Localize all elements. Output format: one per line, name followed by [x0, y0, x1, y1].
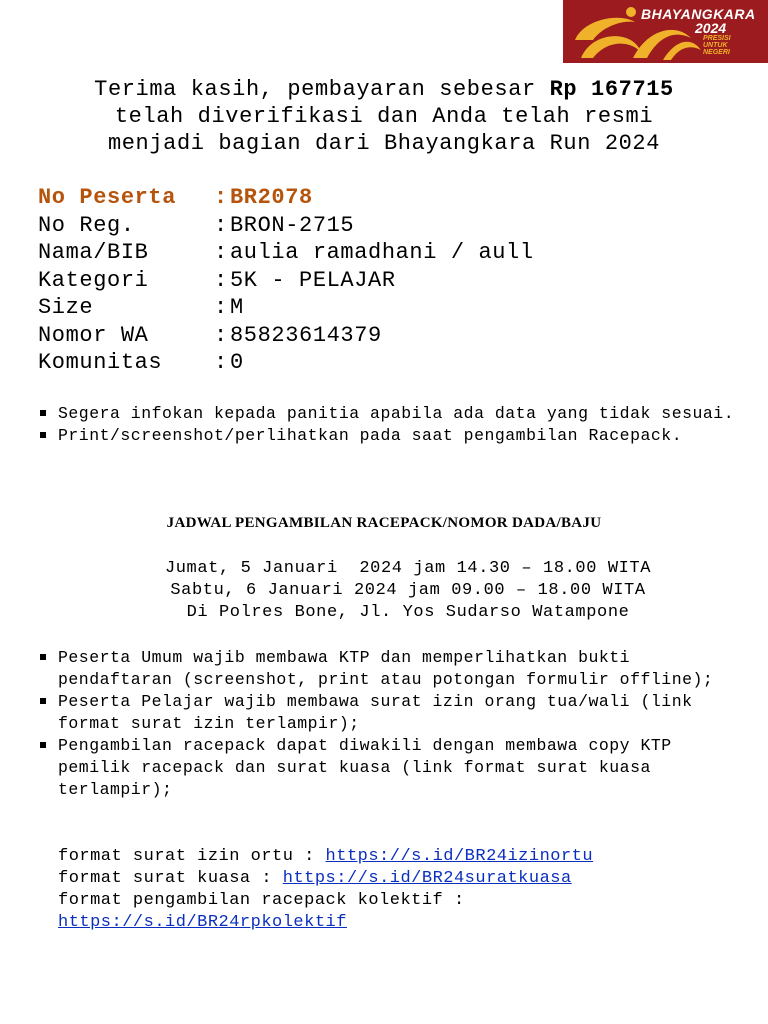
intro-line-2: telah diverifikasi dan Anda telah resmi — [114, 104, 654, 129]
bhayangkara-run-logo — [563, 0, 768, 63]
info-separator: : — [214, 267, 228, 293]
info-separator: : — [214, 295, 228, 320]
izin-ortu-link[interactable]: https://s.id/BR24izinortu — [325, 847, 594, 866]
info-row-nomor-wa — [38, 322, 534, 350]
info-label: No Reg. — [38, 212, 135, 238]
logo-tagline-1: PRESISI — [703, 35, 731, 42]
logo-title: BHAYANGKARA — [641, 6, 756, 22]
info-value: 5K - PELAJAR — [230, 267, 396, 293]
logo-tagline-3: NEGERI — [703, 49, 730, 56]
info-row-nama-bib — [38, 239, 534, 267]
list-item: Segera infokan kepada panitia apabila ada data yang tidak sesuai. — [38, 403, 738, 425]
payment-amount: Rp 167715 — [549, 77, 674, 102]
logo-tagline-2: UNTUK — [703, 42, 728, 49]
list-item: Peserta Umum wajib membawa KTP dan memperlihatkan bukti pendaftaran (screenshot, print atau potongan formulir offline); — [38, 647, 738, 691]
list-item: Peserta Pelajar wajib membawa surat izin orang tua/wali (link format surat izin terlampir); — [38, 691, 738, 735]
info-separator: : — [214, 350, 228, 375]
schedule-location: Di Polres Bone, Jl. Yos Sudarso Watampone — [186, 603, 630, 622]
surat-kuasa-link[interactable]: https://s.id/BR24suratkuasa — [282, 869, 572, 888]
intro-text: Terima kasih, pembayaran sebesar — [94, 77, 550, 102]
requirements-list — [38, 647, 738, 801]
intro-line-3: menjadi bagian dari Bhayangkara Run 2024 — [107, 131, 661, 156]
schedule-details — [0, 558, 768, 624]
info-label: Nomor WA — [38, 322, 149, 348]
info-separator: : — [214, 212, 228, 238]
surat-kuasa-label: format surat kuasa : — [58, 869, 283, 888]
info-label: Nama/BIB — [38, 240, 149, 265]
info-label: Kategori — [38, 267, 149, 293]
info-value: BR2078 — [230, 185, 313, 210]
info-row-no-reg — [38, 212, 534, 240]
info-value: 85823614379 — [230, 322, 382, 348]
info-separator: : — [214, 240, 228, 265]
info-label: Size — [38, 295, 94, 320]
info-row-komunitas — [38, 349, 534, 377]
info-value: BRON-2715 — [230, 212, 355, 238]
info-separator: : — [214, 185, 228, 210]
list-item: Pengambilan racepack dapat diwakili dengan membawa copy KTP pemilik racepack dan surat kuasa (link format surat kuasa terlampir); — [38, 735, 738, 801]
info-row-no-peserta — [38, 184, 534, 212]
schedule-line-1: Jumat, 5 Januari 2024 jam 14.30 – 18.00 WITA — [164, 559, 652, 578]
info-value: 0 — [230, 350, 244, 375]
izin-ortu-label: format surat izin ortu : — [58, 847, 326, 866]
info-label: Komunitas — [38, 350, 163, 375]
info-value: M — [230, 295, 244, 320]
info-label: No Peserta — [38, 185, 177, 210]
schedule-line-2: Sabtu, 6 Januari 2024 jam 09.00 – 18.00 WITA — [170, 581, 646, 600]
info-row-size — [38, 294, 534, 322]
info-row-kategori — [38, 267, 534, 295]
notes-list — [38, 403, 738, 447]
format-links — [58, 846, 593, 934]
list-item: Print/screenshot/perlihatkan pada saat pengambilan Racepack. — [38, 425, 738, 447]
payment-confirmation — [20, 76, 748, 157]
logo-year: 2024 — [695, 20, 727, 36]
kolektif-label: format pengambilan racepack kolektif : — [58, 891, 465, 910]
schedule-title: JADWAL PENGAMBILAN RACEPACK/NOMOR DADA/BAJU — [166, 515, 602, 531]
info-separator: : — [214, 322, 228, 348]
info-value: aulia ramadhani / aull — [230, 240, 534, 265]
participant-info — [38, 184, 534, 377]
kolektif-link[interactable]: https://s.id/BR24rpkolektif — [58, 913, 347, 932]
